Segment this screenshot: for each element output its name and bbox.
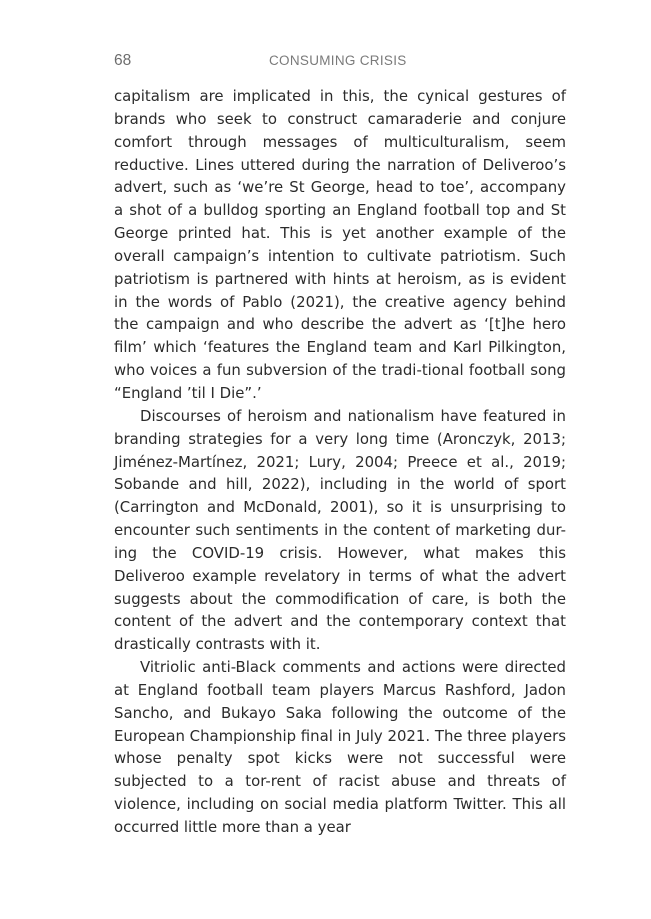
paragraph-heroism-nationalism: Discourses of heroism and nationalism have featured in branding strategies for a very long time (Aronczyk, 2013; Jiménez-Martínez, 2021; Lury, 2004; Preece et al., 2019; Sobande and hill, 2022), including in the world of sport (Carrington and McDonald, 2001), so it is unsurprising to encounter such sentiments in the content of marketing dur-ing the COVID-19 crisis. However, what makes this Deliveroo example revelatory in terms of what the advert suggests about the commodification of care, is both the content of the advert and the contemporary context that drastically contrasts with it. <box>114 406 566 654</box>
body-text <box>114 85 566 839</box>
page-number: 68 <box>114 52 132 69</box>
running-head <box>114 52 566 72</box>
paragraph-anti-black-abuse: Vitriolic anti-Black comments and actions were directed at England football team players Marcus Rashford, Jadon Sancho, and Bukayo Saka following the outcome of the European Championship final in July 2021. The three players whose penalty spot kicks were not successful were subjected to a tor-rent of racist abuse and threats of violence, including on social media platform Twitter. This all occurred little more than a year <box>114 658 566 836</box>
running-title: CONSUMING CRISIS <box>269 53 407 68</box>
paragraph-continued: capitalism are implicated in this, the cynical gestures of brands who seek to construct camaraderie and conjure comfort through messages of multiculturalism, seem reductive. Lines uttered during the narration of Deliveroo’s advert, such as ‘we’re St George, head to toe’, accompany a shot of a bulldog sporting an England football top and St George printed hat. This is yet another example of the overall campaign’s intention to cultivate patriotism. Such patriotism is partnered with hints at heroism, as is evident in the words of Pablo (2021), the creative agency behind the campaign and who describe the advert as ‘[t]he hero film’ which ‘features the England team and Karl Pilkington, who voices a fun subversion of the tradi-tional football song “England ’til I Die”.’ <box>114 87 566 402</box>
